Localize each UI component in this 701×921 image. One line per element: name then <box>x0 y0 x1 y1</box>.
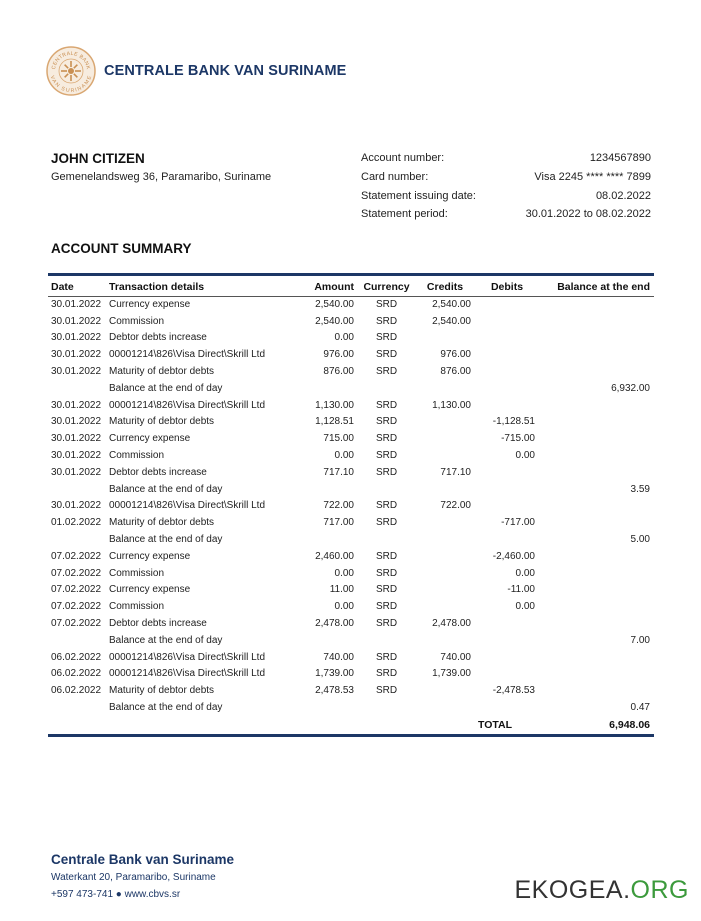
table-row <box>48 481 654 498</box>
cell-debits: 0.00 <box>515 450 535 462</box>
cell-debits: -717.00 <box>501 517 535 529</box>
cell-details: Maturity of debtor debts <box>109 416 215 428</box>
cell-debits <box>475 632 539 649</box>
cell-date: 30.01.2022 <box>51 315 102 327</box>
cell-amount: 1,128.51 <box>315 416 354 428</box>
cell-amount: 0.00 <box>334 450 354 462</box>
card-number-value: Visa 2245 **** **** 7899 <box>534 171 651 183</box>
cell-amount: 1,130.00 <box>315 399 354 411</box>
cell-debits <box>475 330 539 347</box>
cell-credits: 2,540.00 <box>432 298 471 310</box>
cell-date: 30.01.2022 <box>51 416 102 428</box>
cell-amount: 2,540.00 <box>315 315 354 327</box>
cell-credits: 976.00 <box>440 349 471 361</box>
transactions-table <box>48 277 654 735</box>
cell-currency: SRD <box>375 298 398 310</box>
cell-details: Maturity of debtor debts <box>109 517 215 529</box>
cell-amount <box>295 699 358 716</box>
table-row <box>48 447 654 464</box>
cell-amount: 722.00 <box>323 500 354 512</box>
cell-amount: 2,540.00 <box>315 298 354 310</box>
cell-details: Maturity of debtor debts <box>109 685 215 697</box>
table-row <box>48 330 654 347</box>
cell-balance: 7.00 <box>630 634 650 646</box>
table-row <box>48 380 654 397</box>
watermark <box>515 876 690 905</box>
table-row <box>48 514 654 531</box>
cell-balance <box>539 464 654 481</box>
svg-text:VAN SURINAME: VAN SURINAME <box>48 74 94 95</box>
cell-debits <box>475 615 539 632</box>
table-row <box>48 296 654 313</box>
account-summary-title: ACCOUNT SUMMARY <box>51 241 192 256</box>
cell-currency: SRD <box>375 550 398 562</box>
cell-currency <box>358 699 415 716</box>
cell-credits <box>415 582 475 599</box>
cell-balance <box>539 363 654 380</box>
cell-credits <box>415 565 475 582</box>
cell-balance <box>539 414 654 431</box>
cell-credits <box>415 380 475 397</box>
cell-credits: 722.00 <box>440 500 471 512</box>
table-row <box>48 363 654 380</box>
table-row <box>48 649 654 666</box>
table-row <box>48 699 654 716</box>
cell-date: 07.02.2022 <box>51 550 102 562</box>
cell-balance: 6,932.00 <box>611 382 650 394</box>
table-row <box>48 313 654 330</box>
table-bottom-rule <box>48 734 654 737</box>
bank-seal-logo <box>46 46 96 96</box>
cell-amount: 715.00 <box>323 433 354 445</box>
cell-currency <box>358 380 415 397</box>
table-row <box>48 414 654 431</box>
cell-credits <box>415 598 475 615</box>
cell-credits <box>415 632 475 649</box>
cell-date: 06.02.2022 <box>51 685 102 697</box>
cell-amount <box>295 531 358 548</box>
cell-date <box>48 699 106 716</box>
cell-date: 30.01.2022 <box>51 466 102 478</box>
cell-date: 30.01.2022 <box>51 349 102 361</box>
cell-balance <box>539 498 654 515</box>
cell-date: 07.02.2022 <box>51 567 102 579</box>
footer-address: Waterkant 20, Paramaribo, Suriname <box>51 872 216 883</box>
cell-currency: SRD <box>375 315 398 327</box>
cell-balance <box>539 682 654 699</box>
cell-credits <box>415 447 475 464</box>
cell-currency: SRD <box>375 450 398 462</box>
cell-balance <box>539 346 654 363</box>
cell-currency: SRD <box>375 685 398 697</box>
cell-amount: 717.00 <box>323 517 354 529</box>
cell-balance <box>539 430 654 447</box>
cell-balance <box>539 313 654 330</box>
cell-details: Balance at the end of day <box>109 483 223 495</box>
cell-date: 30.01.2022 <box>51 433 102 445</box>
cell-credits <box>415 531 475 548</box>
cell-currency: SRD <box>375 500 398 512</box>
cell-details: Commission <box>109 315 165 327</box>
cell-debits <box>475 296 539 313</box>
cell-details: 00001214\826\Visa Direct\Skrill Ltd <box>109 651 266 663</box>
cell-currency: SRD <box>375 332 398 344</box>
total-value: 6,948.06 <box>609 719 650 732</box>
cell-date: 30.01.2022 <box>51 332 102 344</box>
cell-amount: 2,478.00 <box>315 618 354 630</box>
cell-date: 30.01.2022 <box>51 450 102 462</box>
cell-credits: 717.10 <box>440 466 471 478</box>
cell-currency: SRD <box>375 366 398 378</box>
account-number-value: 1234567890 <box>589 152 651 164</box>
cell-currency: SRD <box>375 416 398 428</box>
cell-date: 06.02.2022 <box>51 668 102 680</box>
cell-credits: 1,739.00 <box>432 668 471 680</box>
cell-details: Balance at the end of day <box>109 634 223 646</box>
cell-amount: 740.00 <box>323 651 354 663</box>
issuing-date-value: 08.02.2022 <box>595 190 651 202</box>
cell-details: Maturity of debtor debts <box>109 366 215 378</box>
cell-amount: 1,739.00 <box>315 668 354 680</box>
cell-debits <box>475 699 539 716</box>
col-debits: Debits <box>490 280 524 293</box>
cell-debits <box>475 363 539 380</box>
cell-debits <box>475 498 539 515</box>
cell-debits: 0.00 <box>515 567 535 579</box>
cell-date <box>48 531 106 548</box>
cell-balance <box>539 565 654 582</box>
table-row <box>48 430 654 447</box>
table-row <box>48 632 654 649</box>
customer-address: Gemenelandsweg 36, Paramaribo, Suriname <box>51 171 272 183</box>
cell-currency <box>358 531 415 548</box>
cell-credits <box>415 514 475 531</box>
cell-debits: -1,128.51 <box>492 416 535 428</box>
cell-credits <box>415 548 475 565</box>
col-credits: Credits <box>426 280 464 293</box>
cell-credits: 2,478.00 <box>432 618 471 630</box>
cell-details: 00001214\826\Visa Direct\Skrill Ltd <box>109 399 266 411</box>
cell-details: Currency expense <box>109 584 191 596</box>
col-balance: Balance at the end <box>557 280 650 293</box>
cell-debits <box>475 649 539 666</box>
cell-amount: 2,460.00 <box>315 550 354 562</box>
cell-balance <box>539 330 654 347</box>
cell-debits: 0.00 <box>515 601 535 613</box>
cell-credits: 2,540.00 <box>432 315 471 327</box>
watermark-part1: EKOGEA. <box>514 876 631 904</box>
cell-balance <box>539 397 654 414</box>
statement-period-label: Statement period: <box>361 208 448 220</box>
cell-currency: SRD <box>375 618 398 630</box>
total-row <box>48 716 654 735</box>
cell-details: Currency expense <box>109 550 191 562</box>
cell-details: Balance at the end of day <box>109 702 223 714</box>
cell-currency: SRD <box>375 668 398 680</box>
table-row <box>48 464 654 481</box>
customer-name: JOHN CITIZEN <box>51 151 145 166</box>
cell-date: 07.02.2022 <box>51 584 102 596</box>
cell-balance <box>539 649 654 666</box>
cell-currency: SRD <box>375 651 398 663</box>
table-row <box>48 682 654 699</box>
cell-date <box>48 481 106 498</box>
cell-credits <box>415 699 475 716</box>
footer-bank-name: Centrale Bank van Suriname <box>51 852 235 867</box>
table-row <box>48 548 654 565</box>
cell-debits <box>475 464 539 481</box>
col-details: Transaction details <box>109 280 205 293</box>
cell-amount: 976.00 <box>323 349 354 361</box>
table-row <box>48 346 654 363</box>
cell-credits <box>415 414 475 431</box>
cell-amount: 717.10 <box>323 466 354 478</box>
cell-currency: SRD <box>375 399 398 411</box>
total-label: TOTAL <box>478 719 513 732</box>
account-number-label: Account number: <box>361 152 445 164</box>
cell-currency: SRD <box>375 567 398 579</box>
cell-amount: 11.00 <box>329 584 354 596</box>
cell-details: 00001214\826\Visa Direct\Skrill Ltd <box>109 500 266 512</box>
cell-details: 00001214\826\Visa Direct\Skrill Ltd <box>109 349 266 361</box>
cell-debits <box>475 397 539 414</box>
col-currency: Currency <box>363 280 410 293</box>
cell-balance <box>539 548 654 565</box>
cell-currency: SRD <box>375 601 398 613</box>
cell-debits <box>475 346 539 363</box>
cell-credits: 1,130.00 <box>432 399 471 411</box>
cell-date: 01.02.2022 <box>51 517 102 529</box>
table-row <box>48 582 654 599</box>
cell-balance: 0.47 <box>630 702 650 714</box>
cell-amount: 0.00 <box>334 567 354 579</box>
cell-debits <box>475 313 539 330</box>
cell-balance: 3.59 <box>630 483 650 495</box>
cell-credits: 876.00 <box>440 366 471 378</box>
cell-amount <box>295 632 358 649</box>
table-top-rule <box>48 273 654 276</box>
bank-title: CENTRALE BANK VAN SURINAME <box>104 63 347 79</box>
cell-currency: SRD <box>375 466 398 478</box>
cell-details: Commission <box>109 567 165 579</box>
cell-debits: -2,460.00 <box>492 550 535 562</box>
cell-credits <box>415 481 475 498</box>
cell-amount <box>295 481 358 498</box>
table-row <box>48 615 654 632</box>
watermark-part2: ORG <box>630 876 689 904</box>
table-row <box>48 498 654 515</box>
cell-details: Balance at the end of day <box>109 382 223 394</box>
table-row <box>48 397 654 414</box>
cell-amount: 0.00 <box>334 332 354 344</box>
cell-credits <box>415 330 475 347</box>
cell-balance <box>539 598 654 615</box>
cell-details: Currency expense <box>109 298 191 310</box>
table-row <box>48 565 654 582</box>
card-number-label: Card number: <box>361 171 429 183</box>
cell-balance <box>539 296 654 313</box>
cell-debits: -2,478.53 <box>492 685 535 697</box>
footer-contact: +597 473-741 ● www.cbvs.sr <box>51 889 181 900</box>
issuing-date-label: Statement issuing date: <box>361 190 476 202</box>
cell-debits <box>475 481 539 498</box>
cell-date: 06.02.2022 <box>51 651 102 663</box>
col-amount: Amount <box>314 280 354 293</box>
cell-currency <box>358 632 415 649</box>
cell-debits: -11.00 <box>507 584 535 596</box>
svg-text:CENTRALE BANK: CENTRALE BANK <box>51 50 91 71</box>
cell-credits: 740.00 <box>440 651 471 663</box>
cell-details: Balance at the end of day <box>109 534 223 546</box>
cell-debits: -715.00 <box>501 433 535 445</box>
cell-balance: 5.00 <box>630 534 650 546</box>
cell-date <box>48 380 106 397</box>
cell-details: 00001214\826\Visa Direct\Skrill Ltd <box>109 668 266 680</box>
table-row <box>48 598 654 615</box>
cell-details: Debtor debts increase <box>109 618 207 630</box>
cell-currency: SRD <box>375 517 398 529</box>
col-date: Date <box>51 280 74 293</box>
cell-details: Debtor debts increase <box>109 332 207 344</box>
cell-date: 07.02.2022 <box>51 601 102 613</box>
cell-credits <box>415 682 475 699</box>
cell-balance <box>539 447 654 464</box>
statement-period-value: 30.01.2022 to 08.02.2022 <box>525 208 651 220</box>
cell-details: Commission <box>109 601 165 613</box>
cell-debits <box>475 531 539 548</box>
table-row <box>48 666 654 683</box>
table-row <box>48 531 654 548</box>
cell-date: 30.01.2022 <box>51 366 102 378</box>
cell-balance <box>539 615 654 632</box>
cell-balance <box>539 666 654 683</box>
table-header-row <box>48 277 654 296</box>
cell-currency: SRD <box>375 584 398 596</box>
cell-amount: 2,478.53 <box>315 685 354 697</box>
cell-currency: SRD <box>375 349 398 361</box>
cell-amount <box>295 380 358 397</box>
cell-date: 30.01.2022 <box>51 500 102 512</box>
cell-currency <box>358 481 415 498</box>
cell-debits <box>475 666 539 683</box>
cell-balance <box>539 514 654 531</box>
cell-amount: 0.00 <box>334 601 354 613</box>
cell-details: Debtor debts increase <box>109 466 207 478</box>
cell-debits <box>475 380 539 397</box>
cell-details: Currency expense <box>109 433 191 445</box>
cell-balance <box>539 582 654 599</box>
cell-date <box>48 632 106 649</box>
cell-amount: 876.00 <box>323 366 354 378</box>
cell-date: 30.01.2022 <box>51 399 102 411</box>
cell-currency: SRD <box>375 433 398 445</box>
cell-credits <box>415 430 475 447</box>
cell-date: 07.02.2022 <box>51 618 102 630</box>
cell-date: 30.01.2022 <box>51 298 102 310</box>
cell-details: Commission <box>109 450 165 462</box>
